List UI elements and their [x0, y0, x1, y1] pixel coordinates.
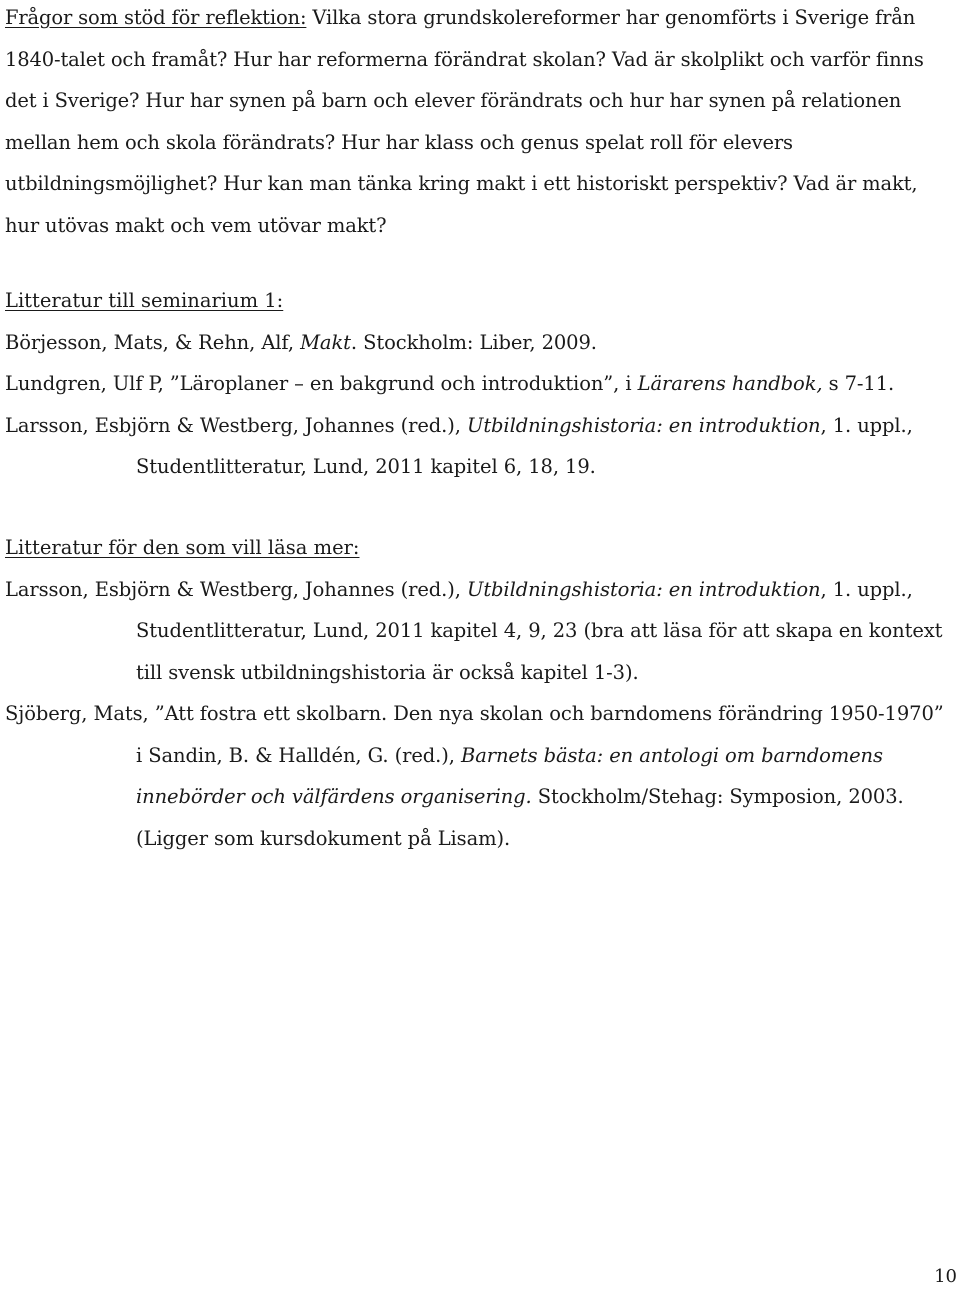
seminar-literature-heading: Litteratur till seminarium 1: [5, 289, 284, 312]
reference-item: Larsson, Esbjörn & Westberg, Johannes (red.), Utbildningshistoria: en introduktion, 1. uppl., Studentlitteratur, Lund, 2011 kapitel 4, 9, 23 (bra att läsa för att skapa en kontext till svensk utbildningshistoria är också kapitel 1-3). [5, 577, 943, 684]
reference-title: Utbildningshistoria: en introduktion [466, 577, 821, 601]
reference-item: Börjesson, Mats, & Rehn, Alf, Makt. Stockholm: Liber, 2009. [5, 330, 597, 354]
reference-item: Lundgren, Ulf P, ”Läroplaner – en bakgrund och introduktion”, i Lärarens handbok, s 7-11. [5, 372, 895, 395]
further-reading-heading: Litteratur för den som vill läsa mer: [5, 536, 360, 559]
reference-title: Utbildningshistoria: en introduktion [466, 413, 821, 437]
page-number: 10 [934, 1266, 957, 1287]
reference-title: Barnets bästa: en antologi om barndomens innebörder och välfärdens organisering. [136, 743, 883, 808]
reference-item: Sjöberg, Mats, ”Att fostra ett skolbarn. Den nya skolan och barndomens förändring 1950-1970” i Sandin, B. & Halldén, G. (red.), Barnets bästa: en antologi om barndomens innebörder och välfärdens organisering. Stockholm/Stehag: Symposion, 2003. (Ligger som kursdokument på Lisam). [5, 702, 944, 850]
reflection-label: Frågor som stöd för reflektion: [5, 6, 307, 29]
reflection-questions: Vilka stora grundskolereformer har genomförts i Sverige från 1840-talet och framåt? Hur har reformerna förändrat skolan? Vad är skolplikt och varför finns det i Sverige? Hur har synen på barn och elever förändrats och hur har synen på relationen mellan hem och skola förändrats? Hur har klass och genus spelat roll för elevers utbildningsmöjlighet? Hur kan man tänka kring makt i ett historiskt perspektiv? Vad är makt, hur utövas makt och vem utövar makt? [5, 6, 924, 237]
reference-title: Lärarens handbok, [637, 372, 823, 395]
further-reading-section [5, 527, 955, 859]
reference-title: Makt [300, 330, 351, 354]
seminar-literature-section [5, 280, 955, 488]
reflection-paragraph [5, 0, 955, 246]
reference-item: Larsson, Esbjörn & Westberg, Johannes (red.), Utbildningshistoria: en introduktion, 1. uppl., Studentlitteratur, Lund, 2011 kapitel 6, 18, 19. [5, 413, 913, 478]
